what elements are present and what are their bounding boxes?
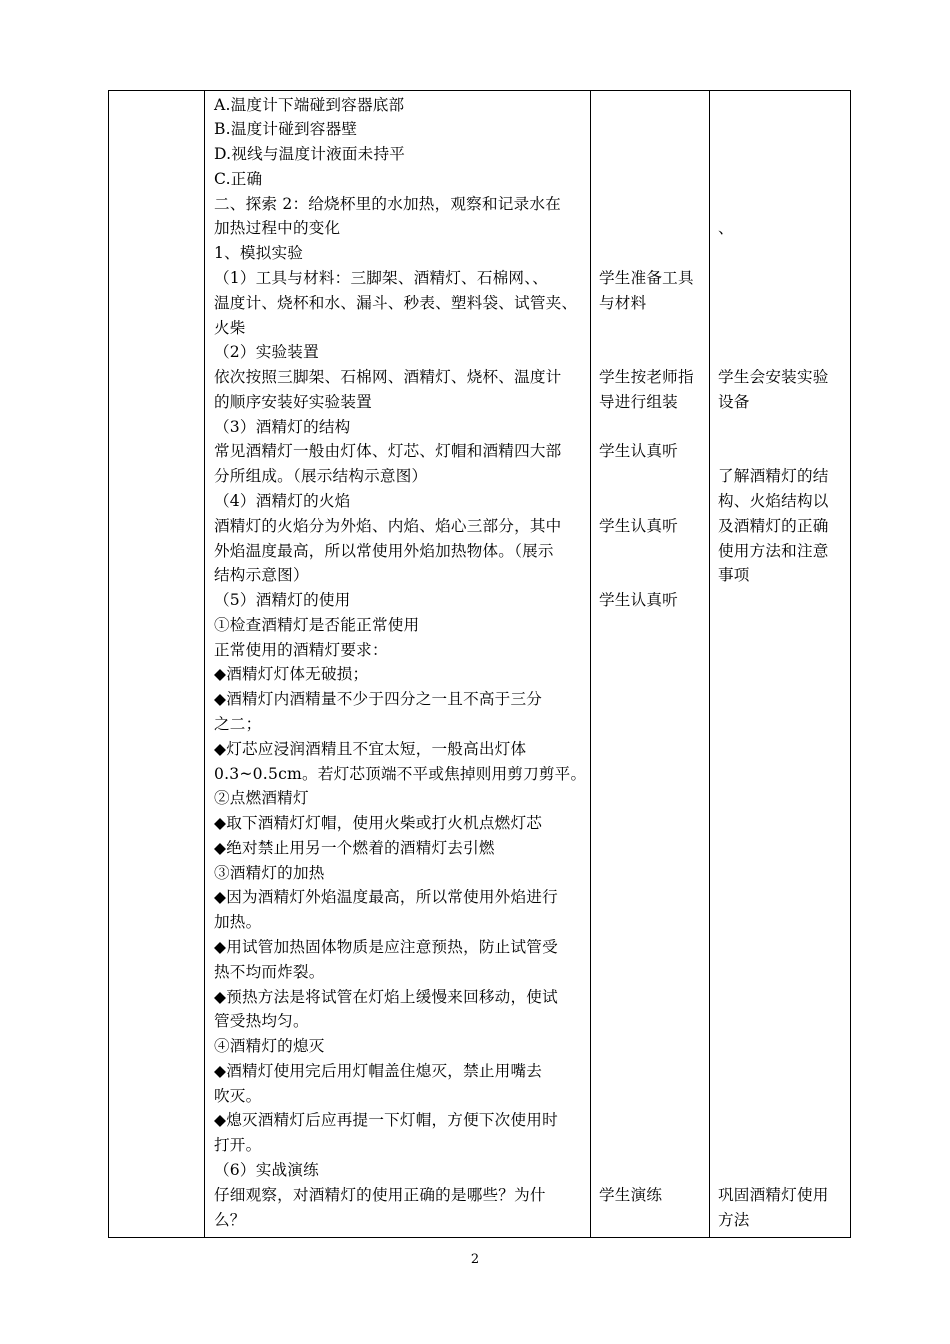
design-purpose-line: 构、火焰结构以 (718, 491, 829, 510)
design-purpose-column (718, 91, 848, 1237)
content-line: 管受热均匀。 (214, 1012, 309, 1031)
student-activity-line: 学生认真听 (599, 591, 678, 610)
content-line: 的顺序安装好实验装置 (214, 392, 372, 411)
content-line: 么？ (214, 1210, 246, 1229)
content-line: 正常使用的酒精灯要求： (214, 640, 388, 659)
column-divider (590, 91, 591, 1237)
page-number: 2 (470, 1252, 480, 1267)
content-line: 仔细观察，对酒精灯的使用正确的是哪些？为什 (214, 1185, 546, 1204)
design-purpose-line: 使用方法和注意 (718, 541, 829, 560)
content-line: 热不均而炸裂。 (214, 962, 325, 981)
content-line: A.温度计下端碰到容器底部 (214, 95, 405, 114)
design-purpose-line: 设备 (718, 392, 750, 411)
content-line: D.视线与温度计液面未持平 (214, 145, 406, 164)
student-activity-line: 导进行组装 (599, 392, 678, 411)
content-line: 常见酒精灯一般由灯体、灯芯、灯帽和酒精四大部 (214, 442, 562, 461)
content-line: 分所组成。（展示结构示意图） (214, 467, 428, 486)
content-line: 酒精灯的火焰分为外焰、内焰、焰心三部分，其中 (214, 516, 562, 535)
lesson-plan-table (108, 90, 851, 1238)
column-divider (709, 91, 710, 1237)
content-line: 加热。 (214, 913, 262, 932)
content-line: 二、探索 2：给烧杯里的水加热，观察和记录水在 (214, 194, 561, 213)
column-divider (204, 91, 205, 1237)
content-line: （1）工具与材料：三脚架、酒精灯、石棉网、、 (214, 268, 548, 287)
design-purpose-line: 学生会安装实验 (718, 368, 829, 387)
content-line: ◆绝对禁止用另一个燃着的酒精灯去引燃 (214, 838, 495, 857)
content-line: 结构示意图） (214, 566, 309, 585)
content-line: ◆酒精灯内酒精量不少于四分之一且不高于三分 (214, 690, 543, 709)
student-activity-line: 学生按老师指 (599, 368, 694, 387)
content-line: （2）实验装置 (214, 343, 319, 362)
content-line: 加热过程中的变化 (214, 219, 341, 238)
content-line: ◆灯芯应浸润酒精且不宜太短，一般高出灯体 (214, 739, 527, 758)
design-purpose-line: 巩固酒精灯使用 (718, 1185, 829, 1204)
content-line: 温度计、烧杯和水、漏斗、秒表、塑料袋、试管夹、 (214, 293, 578, 312)
content-line: B.温度计碰到容器壁 (214, 120, 358, 139)
content-line: ◆因为酒精灯外焰温度最高，所以常使用外焰进行 (214, 888, 558, 907)
content-line: ◆取下酒精灯灯帽，使用火柴或打火机点燃灯芯 (214, 814, 543, 833)
design-purpose-line: 、 (718, 219, 734, 238)
student-activity-line: 学生认真听 (599, 516, 678, 535)
content-line: （6）实战演练 (214, 1161, 319, 1180)
teaching-content-column (214, 91, 586, 1237)
content-line: ◆酒精灯灯体无破损； (214, 665, 369, 684)
content-line: 火柴 (214, 318, 246, 337)
design-purpose-line: 方法 (718, 1210, 750, 1229)
design-purpose-line: 事项 (718, 566, 750, 585)
student-activity-line: 与材料 (599, 293, 647, 312)
content-line: （3）酒精灯的结构 (214, 417, 351, 436)
content-line: ④酒精灯的熄灭 (214, 1037, 325, 1056)
content-line: ◆熄灭酒精灯后应再提一下灯帽，方便下次使用时 (214, 1111, 558, 1130)
student-activity-column (599, 91, 707, 1237)
student-activity-line: 学生认真听 (599, 442, 678, 461)
content-line: 1、模拟实验 (214, 244, 304, 263)
student-activity-line: 学生演练 (599, 1185, 663, 1204)
content-line: 之二； (214, 715, 262, 733)
content-line: ◆预热方法是将试管在灯焰上缓慢来回移动，使试 (214, 987, 558, 1006)
content-line: ②点燃酒精灯 (214, 789, 309, 808)
content-line: 打开。 (214, 1136, 262, 1155)
content-line: （4）酒精灯的火焰 (214, 491, 351, 510)
content-line: 吹灭。 (214, 1086, 262, 1105)
empty-first-column (109, 91, 204, 1237)
content-line: 0.3~0.5cm。若灯芯顶端不平或焦掉则用剪刀剪平。 (214, 764, 587, 783)
design-purpose-line: 及酒精灯的正确 (718, 516, 829, 535)
content-line: ◆用试管加热固体物质是应注意预热，防止试管受 (214, 938, 558, 957)
content-line: 依次按照三脚架、石棉网、酒精灯、烧杯、温度计 (214, 368, 562, 387)
content-line: ③酒精灯的加热 (214, 863, 325, 882)
content-line: C.正确 (214, 169, 263, 188)
design-purpose-line: 了解酒精灯的结 (718, 467, 829, 486)
student-activity-line: 学生准备工具 (599, 268, 694, 287)
content-line: 外焰温度最高，所以常使用外焰加热物体。（展示 (214, 541, 554, 560)
content-line: （5）酒精灯的使用 (214, 591, 351, 610)
content-line: ①检查酒精灯是否能正常使用 (214, 615, 420, 634)
content-line: ◆酒精灯使用完后用灯帽盖住熄灭，禁止用嘴去 (214, 1061, 543, 1080)
